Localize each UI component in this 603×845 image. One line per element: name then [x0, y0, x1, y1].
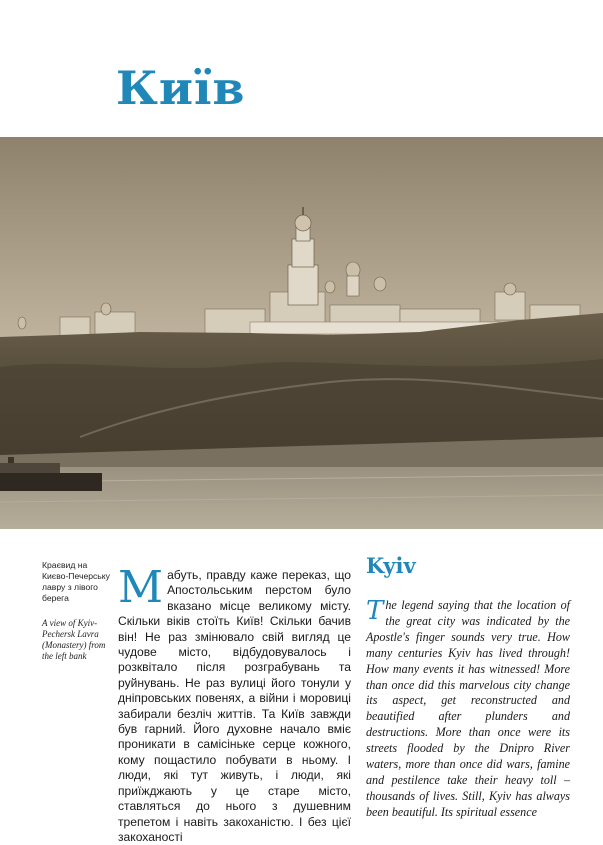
english-text-column [366, 598, 570, 819]
photo-caption-ukrainian: Краєвид на Києво-Печерську лавру з лівого берега [42, 560, 110, 603]
photo-caption-english: A view of Kyiv-Pechersk Lavra (Monastery) from the left bank [42, 618, 106, 661]
ukrainian-body-text: абуть, правду каже переказ, що Апостольським перстом було вказано місце великому місту. Скільки віків стоїть Київ! Скільки бачив він! Не раз змінювало свій вигляд це чудове місто, відбудовувалось і розквітало після розграбувань та руйнувань. Не раз вулиці його тонули у дніпровських повенях, а війни і моровиці забирали безліч життів. Та Київ завжди був гарний. Його духовне начало вміє проникати в самісіньке серце кожного, кому пощастило побувати в ньому. І люди, які тут живуть, і люди, які приїжджають у це старе місто, ставляться до нього з душевним трепетом і навіть закоханістю. І без цієї закоханості [118, 568, 351, 844]
english-drop-cap: T [366, 596, 384, 626]
english-heading: Kyiv [366, 553, 416, 578]
ukrainian-drop-cap: М [118, 562, 164, 613]
lavra-photo [0, 137, 603, 529]
ukrainian-text-column [118, 562, 351, 844]
page-title: Київ [116, 61, 246, 115]
lavra-photo-drawing [0, 137, 603, 529]
english-body-text: he legend saying that the location of the great city was indicated by the Apostle's finger sounds very true. How many centuries Kyiv has lived through! How many events it has witnessed! More than once did this marvelous city change its aspect, get reconstructed and beautified after plunders and destructions. More than once were its streets flooded by the Dnipro River waters, more than once did wars, famine and pestilence take their heavy toll – thousands of lives. Still, Kyiv has always been beautiful. Its spiritual essence [366, 598, 570, 819]
